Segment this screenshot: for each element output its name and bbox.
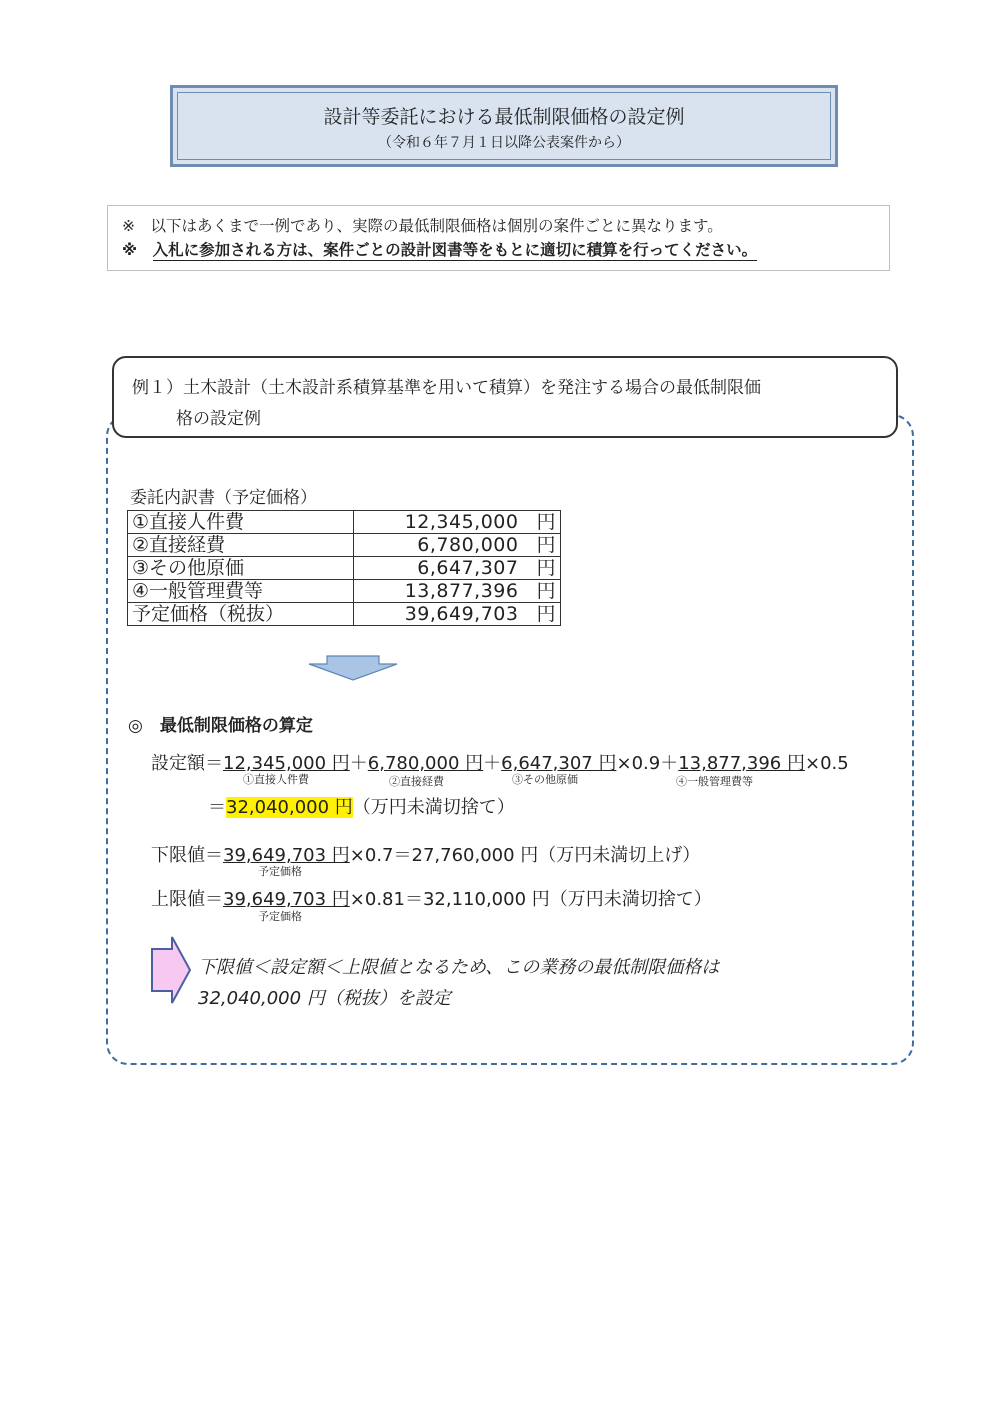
notice-line-2 bbox=[122, 238, 757, 260]
note-other-cost: ③その他原価 bbox=[512, 773, 578, 786]
notice-line-1: ※ 以下はあくまで一例であり、実際の最低制限価格は個別の案件ごとに異なります。 bbox=[122, 217, 723, 235]
breakdown-caption: 委託内訳書（予定価格） bbox=[130, 488, 317, 508]
term-4: 13,877,396 円 bbox=[678, 753, 805, 774]
table-total-row bbox=[128, 603, 561, 626]
page-title: 設計等委託における最低制限価格の設定例 bbox=[323, 106, 685, 128]
table-row bbox=[128, 511, 561, 534]
example-header bbox=[112, 356, 898, 438]
table-row bbox=[128, 534, 561, 557]
upper-rest: ×0.81＝32,110,000 円（万円未満切捨て） bbox=[349, 889, 712, 910]
term-1: 12,345,000 円 bbox=[223, 753, 350, 774]
set-amount-result bbox=[208, 793, 515, 819]
lower-label: 下限値＝ bbox=[151, 845, 223, 866]
calc-heading: ◎ 最低制限価格の算定 bbox=[128, 716, 313, 736]
note-direct-labor: ①直接人件費 bbox=[243, 773, 309, 786]
example-title-line-1: 例１）土木設計（土木設計系積算基準を用いて積算）を発注する場合の最低制限価 bbox=[132, 378, 761, 398]
note-direct-expense: ②直接経費 bbox=[389, 775, 444, 788]
conclusion-line-2: 32,040,000 円（税抜）を設定 bbox=[198, 988, 451, 1009]
result-highlight: 32,040,000 円 bbox=[226, 797, 353, 818]
total-value: 39,649,703 円 bbox=[354, 603, 561, 626]
lower-limit-formula bbox=[151, 841, 700, 867]
conclusion-line-1: 下限値＜設定額＜上限値となるため、この業務の最低制限価格は bbox=[198, 957, 720, 978]
title-box bbox=[170, 85, 838, 167]
term-3: 6,647,307 円 bbox=[501, 753, 617, 774]
notice-emphasis: 入札に参加される方は、案件ごとの設計図書等をもとに適切に積算を行ってください。 bbox=[152, 241, 758, 259]
upper-base: 39,649,703 円 bbox=[223, 889, 350, 910]
notice-box bbox=[107, 205, 890, 271]
row-name: ④一般管理費等 bbox=[128, 580, 354, 603]
page-subtitle: （令和６年７月１日以降公表案件から） bbox=[378, 135, 630, 151]
eq-sign: ＝ bbox=[208, 797, 226, 818]
lower-rest: ×0.7＝27,760,000 円（万円未満切上げ） bbox=[349, 845, 701, 866]
row-name: ①直接人件費 bbox=[128, 511, 354, 534]
row-value: 6,780,000 円 bbox=[354, 534, 561, 557]
total-name: 予定価格（税抜） bbox=[128, 603, 354, 626]
row-name: ③その他原価 bbox=[128, 557, 354, 580]
down-arrow-icon bbox=[305, 655, 401, 681]
plus-1: ＋ bbox=[349, 753, 368, 774]
row-value: 13,877,396 円 bbox=[354, 580, 561, 603]
plus-2: ＋ bbox=[483, 753, 502, 774]
upper-label: 上限値＝ bbox=[151, 889, 223, 910]
mul-09: ×0.9＋ bbox=[616, 753, 679, 774]
upper-base-note: 予定価格 bbox=[258, 910, 302, 923]
note-overhead: ④一般管理費等 bbox=[676, 775, 753, 788]
notice-mark: ※ bbox=[122, 241, 153, 259]
breakdown-table bbox=[127, 510, 561, 626]
right-arrow-icon bbox=[150, 935, 192, 1005]
row-value: 12,345,000 円 bbox=[354, 511, 561, 534]
lower-base: 39,649,703 円 bbox=[223, 845, 350, 866]
table-row bbox=[128, 580, 561, 603]
row-value: 6,647,307 円 bbox=[354, 557, 561, 580]
lower-base-note: 予定価格 bbox=[258, 865, 302, 878]
set-label: 設定額＝ bbox=[151, 753, 223, 774]
result-note: （万円未満切捨て） bbox=[352, 797, 515, 818]
row-name: ②直接経費 bbox=[128, 534, 354, 557]
mul-05: ×0.5 bbox=[805, 753, 849, 774]
table-row bbox=[128, 557, 561, 580]
upper-limit-formula bbox=[151, 885, 712, 911]
term-2: 6,780,000 円 bbox=[367, 753, 484, 774]
example-title-line-2: 格の設定例 bbox=[176, 409, 261, 429]
